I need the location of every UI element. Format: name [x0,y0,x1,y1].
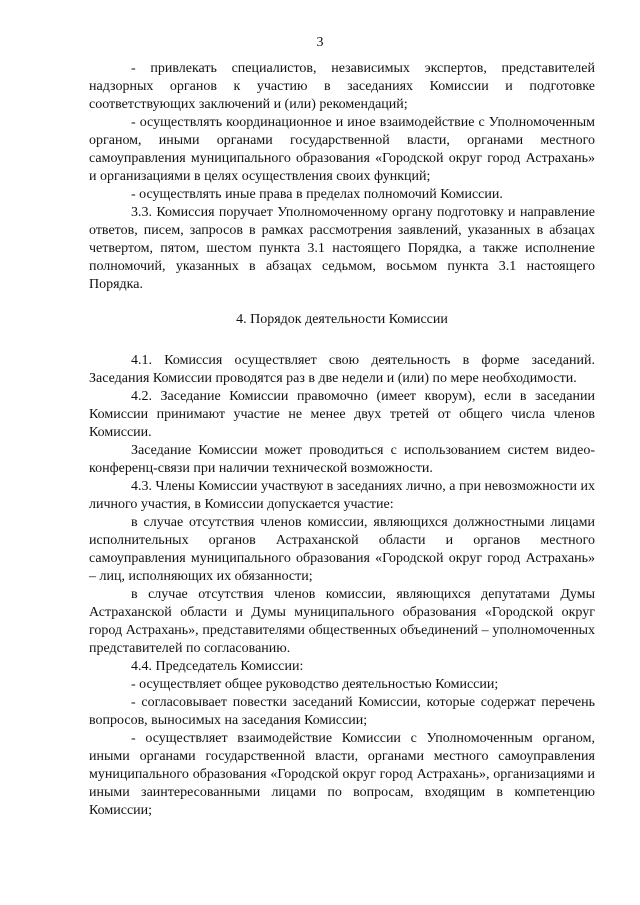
paragraph: 4.2. Заседание Комиссии правомочно (имеет кворум), если в заседании Комиссии принимают участие не менее двух третей от общего числа членов Комиссии. [89,389,595,440]
paragraph: 4.1. Комиссия осуществляет свою деятельность в форме заседаний. Заседания Комиссии проводятся раз в две недели и (или) по мере необходимости. [89,353,595,386]
paragraph: 4.4. Председатель Комиссии: [131,659,304,674]
paragraph: в случае отсутствия членов комиссии, являющихся депутатами Думы Астраханской области и Думы муниципального образования «Городской округ город Астрахань», представителями общественных объединений – уполномоченных представителей по согласованию. [89,587,595,656]
paragraph: - осуществляет общее руководство деятельностью Комиссии; [131,677,499,692]
paragraph: - осуществлять координационное и иное взаимодействие с Уполномоченным органом, иными органами государственной власти, органами местного самоуправления муниципального образования «Городской округ город Астрахань» и организациями в целях осуществления своих функций; [89,115,595,184]
paragraph: 3.3. Комиссия поручает Уполномоченному органу подготовку и направление ответов, писем, запросов в рамках рассмотрения заявлений, указанных в абзацах четвертом, пятом, шестом пункта 3.1 настоящего Порядка, а также исполнение полномочий, указанных в абзацах седьмом, восьмом пункта 3.1 настоящего Порядка. [89,205,595,292]
paragraph: - согласовывает повестки заседаний Комиссии, которые содержат перечень вопросов, выносимых на заседания Комиссии; [89,695,595,728]
paragraph: в случае отсутствия членов комиссии, являющихся должностными лицами исполнительных органов Астраханской области и органов местного самоуправления муниципального образования «Городской округ город Астрахань» – лиц, исполняющих их обязанности; [89,515,595,584]
paragraph: Заседание Комиссии может проводиться с использованием систем видео-конференц-связи при наличии технической возможности. [89,443,595,476]
paragraph: 4.3. Члены Комиссии участвуют в заседаниях лично, а при невозможности их личного участия, в Комиссии допускается участие: [89,479,595,512]
section-heading: 4. Порядок деятельности Комиссии [236,312,448,327]
document-body [89,60,595,820]
page-number: 3 [316,35,324,50]
paragraph: - осуществлять иные права в пределах полномочий Комиссии. [131,187,503,202]
paragraph: - привлекать специалистов, независимых экспертов, представителей надзорных органов к участию в заседаниях Комиссии и подготовке соответствующих заключений и (или) рекомендаций; [89,61,595,112]
paragraph: - осуществляет взаимодействие Комиссии с Уполномоченным органом, иными органами государственной власти, органами местного самоуправления муниципального образования «Городской округ город Астрахань», организациями и иными заинтересованными лицами по вопросам, входящим в компетенцию Комиссии; [89,731,595,818]
